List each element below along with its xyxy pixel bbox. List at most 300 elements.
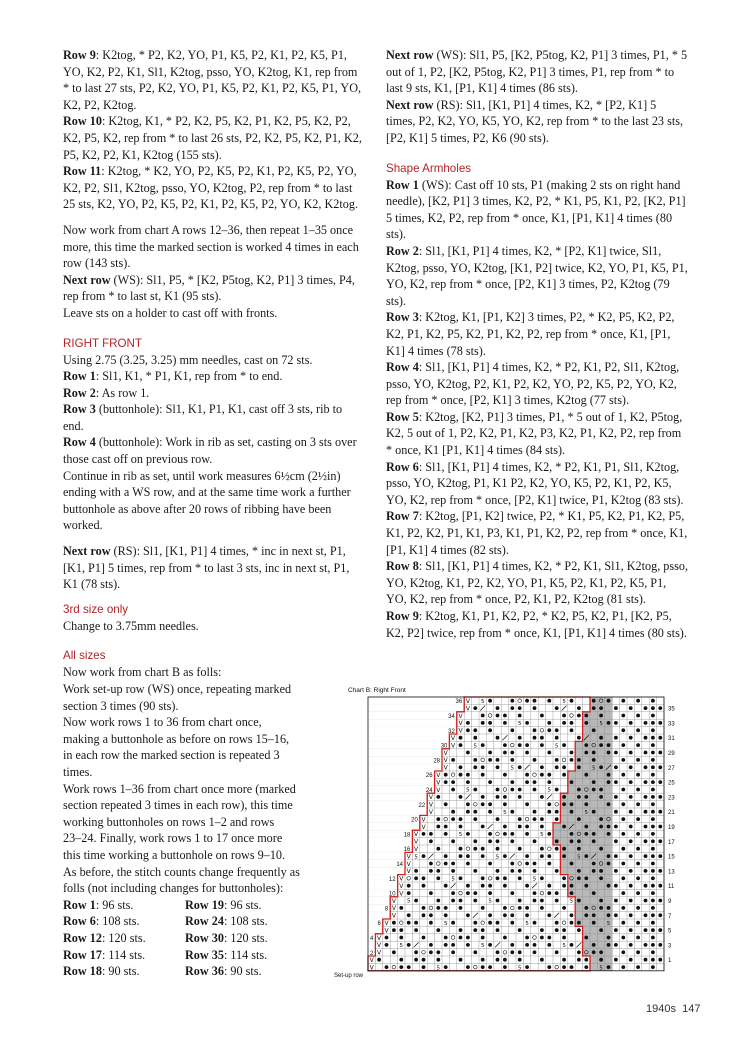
chart-purl-dot xyxy=(607,832,611,836)
chart-yo-symbol xyxy=(407,877,411,881)
chart-purl-dot xyxy=(658,943,662,947)
chart-purl-dot xyxy=(555,728,559,732)
chart-purl-dot xyxy=(584,743,588,747)
chart-sl1-symbol: V xyxy=(391,912,396,920)
chart-purl-dot xyxy=(644,913,648,917)
chart-five-symbol: 5 xyxy=(517,721,522,728)
chart-purl-dot xyxy=(651,736,655,740)
chart-purl-dot xyxy=(481,936,485,940)
chart-purl-dot xyxy=(629,869,633,873)
chart-yo-symbol xyxy=(555,803,559,807)
chart-purl-dot xyxy=(510,699,514,703)
chart-yo-symbol xyxy=(503,951,507,955)
chart-purl-dot xyxy=(525,721,529,725)
chart-purl-dot xyxy=(503,958,507,962)
instruction-row: Row 1: Sl1, K1, * P1, K1, rep from * to end. xyxy=(63,369,283,384)
chart-purl-dot xyxy=(540,736,544,740)
chart-yo-symbol xyxy=(548,847,552,851)
chart-grey-cell xyxy=(560,845,612,852)
chart-purl-dot xyxy=(555,788,559,792)
chart-purl-dot xyxy=(525,699,529,703)
chart-row-label-left: 32 xyxy=(448,728,455,735)
chart-purl-dot xyxy=(599,706,603,710)
chart-purl-dot xyxy=(584,876,588,880)
chart-purl-dot xyxy=(481,876,485,880)
chart-sl1-symbol: V xyxy=(436,772,441,779)
chart-purl-dot xyxy=(496,950,500,954)
chart-five-symbol: 5 xyxy=(488,898,492,905)
chart-purl-dot xyxy=(584,795,588,799)
chart-purl-dot xyxy=(636,832,640,836)
chart-purl-dot xyxy=(636,802,640,806)
chart-yo-symbol xyxy=(466,847,470,851)
chart-k2tog-symbol xyxy=(576,942,581,947)
chart-purl-dot xyxy=(473,810,477,814)
chart-purl-dot xyxy=(488,810,492,814)
chart-purl-dot xyxy=(533,810,537,814)
chart-row-label-right: 7 xyxy=(668,913,672,920)
all-sizes-line: times. xyxy=(63,764,93,779)
chart-purl-dot xyxy=(459,899,463,903)
chart-purl-dot xyxy=(473,736,477,740)
chart-purl-dot xyxy=(488,943,492,947)
chart-purl-dot xyxy=(547,891,551,895)
chart-purl-dot xyxy=(459,958,463,962)
chart-purl-dot xyxy=(451,839,455,843)
chart-five-symbol: 5 xyxy=(584,809,589,816)
chart-purl-dot xyxy=(525,965,529,969)
chart-blank-area xyxy=(367,719,457,726)
chart-purl-dot xyxy=(459,825,463,829)
chart-purl-dot xyxy=(510,728,514,732)
chart-row-label-right: 29 xyxy=(668,751,675,757)
chart-purl-dot xyxy=(540,854,544,858)
chart-five-symbol: 5 xyxy=(510,765,515,772)
chart-purl-dot xyxy=(651,817,655,821)
chart-purl-dot xyxy=(562,773,566,777)
chart-purl-dot xyxy=(614,869,618,873)
chart-purl-dot xyxy=(518,736,522,740)
chart-sl1-symbol: V xyxy=(465,705,470,713)
chart-purl-dot xyxy=(547,862,551,866)
chart-purl-dot xyxy=(629,751,633,755)
chart-purl-dot xyxy=(629,736,633,740)
chart-purl-dot xyxy=(518,847,522,851)
page-footer xyxy=(646,1003,700,1015)
chart-purl-dot xyxy=(518,950,522,954)
chart-purl-dot xyxy=(436,958,440,962)
chart-purl-dot xyxy=(577,876,581,880)
chart-purl-dot xyxy=(436,950,440,954)
chart-purl-dot xyxy=(629,721,633,725)
chart-purl-dot xyxy=(422,958,426,962)
chart-purl-dot xyxy=(540,825,544,829)
chart-purl-dot xyxy=(459,876,463,880)
chart-purl-dot xyxy=(607,936,611,940)
chart-five-symbol: 5 xyxy=(466,787,470,794)
chart-purl-dot xyxy=(414,876,418,880)
chart-blank-area xyxy=(367,771,435,778)
chart-purl-dot xyxy=(614,810,618,814)
chart-blank-area xyxy=(367,727,457,734)
instruction-row: Row 8: Sl1, [K1, P1] 4 times, K2, * P2, K1, Sl1, K2tog, psso, YO, K2tog, K1, P2, K2, YO, P1, K5, P2, K1, P2, K5, P1, YO, K2, rep from * once, P2, K1, P2, K2tog (81 sts). xyxy=(386,559,689,607)
instruction-row: Row 4 (buttonhole): Work in rib as set, casting on 3 sts over those cast off on previous row. xyxy=(63,435,357,467)
chart-purl-dot xyxy=(444,780,448,784)
chart-yo-symbol xyxy=(481,758,485,762)
chart-purl-dot xyxy=(570,921,574,925)
chart-purl-dot xyxy=(414,928,418,932)
chart-row-label-left: 28 xyxy=(433,758,440,765)
chart-yo-symbol xyxy=(437,862,441,866)
chart-purl-dot xyxy=(459,795,463,799)
heading-all-sizes: All sizes xyxy=(63,649,106,663)
chart-purl-dot xyxy=(414,869,418,873)
chart-purl-dot xyxy=(599,788,603,792)
chart-purl-dot xyxy=(444,913,448,917)
chart-purl-dot xyxy=(621,936,625,940)
chart-purl-dot xyxy=(510,839,514,843)
chart-five-symbol: 5 xyxy=(577,854,581,861)
chart-sl1-symbol: V xyxy=(458,720,463,728)
chart-purl-dot xyxy=(584,802,588,806)
chart-row-label-left: 8 xyxy=(384,906,389,913)
chart-purl-dot xyxy=(651,721,655,725)
chart-purl-dot xyxy=(422,913,426,917)
chart-purl-dot xyxy=(592,950,596,954)
chart-purl-dot xyxy=(636,862,640,866)
chart-yo-symbol xyxy=(518,862,522,866)
chart-purl-dot xyxy=(651,869,655,873)
chart-purl-dot xyxy=(503,802,507,806)
chart-purl-dot xyxy=(562,884,566,888)
chart-sl1-symbol: V xyxy=(384,920,389,927)
chart-purl-dot xyxy=(525,862,529,866)
chart-purl-dot xyxy=(422,906,426,910)
chart-purl-dot xyxy=(636,773,640,777)
chart-purl-dot xyxy=(547,802,551,806)
chart-purl-dot xyxy=(488,832,492,836)
chart-purl-dot xyxy=(466,810,470,814)
chart-purl-dot xyxy=(496,758,500,762)
chart-purl-dot xyxy=(488,802,492,806)
chart-purl-dot xyxy=(422,876,426,880)
chart-purl-dot xyxy=(510,869,514,873)
chart-blank-area xyxy=(367,867,405,874)
chart-purl-dot xyxy=(592,832,596,836)
chart-purl-dot xyxy=(621,847,625,851)
chart-purl-dot xyxy=(533,817,537,821)
chart-yo-symbol xyxy=(511,906,515,910)
chart-purl-dot xyxy=(510,788,514,792)
chart-yo-symbol xyxy=(562,921,566,925)
chart-row-label-left: 30 xyxy=(440,743,448,750)
chart-purl-dot xyxy=(621,773,625,777)
chart-row-label-right: 5 xyxy=(668,928,672,935)
chart-purl-dot xyxy=(436,869,440,873)
chart-yo-symbol xyxy=(429,906,433,910)
instruction-row: Row 11: K2tog, * K2, YO, P2, K5, P2, K1, P2, K5, P2, YO, K2, P2, Sl1, K2tog, psso, YO, K2tog, P2, rep from * to last 25 sts, K2, YO, P2, K5, P2, K1, P2, K5, P2, YO, K2, K2tog. xyxy=(63,164,359,212)
chart-five-symbol: 5 xyxy=(503,809,507,816)
chart-sl1-symbol: V xyxy=(369,964,374,972)
chart-purl-dot xyxy=(570,965,574,969)
chart-purl-dot xyxy=(614,721,618,725)
chart-purl-dot xyxy=(651,795,655,799)
chart-yo-symbol xyxy=(555,965,559,969)
chart-purl-dot xyxy=(510,810,514,814)
chart-yo-symbol xyxy=(488,714,492,718)
chart-yo-symbol xyxy=(511,743,515,747)
chart-sl1-symbol: V xyxy=(428,801,433,809)
chart-purl-dot xyxy=(621,832,625,836)
chart-purl-dot xyxy=(570,891,574,895)
chart-purl-dot xyxy=(496,869,500,873)
chart-purl-dot xyxy=(555,869,559,873)
instruction-row: Row 2: Sl1, [K1, P1] 4 times, K2, * [P2, K1] twice, Sl1, K2tog, psso, YO, K2tog, [K1, P2] twice, K2, YO, P1, K5, P1, YO, K2, rep from * once, [P2, K1] 3 times, P2, K2tog (79 sts). xyxy=(386,243,688,308)
chart-purl-dot xyxy=(444,862,448,866)
chart-purl-dot xyxy=(392,921,396,925)
chart-purl-dot xyxy=(481,928,485,932)
chart-purl-dot xyxy=(518,869,522,873)
chart-purl-dot xyxy=(658,854,662,858)
chart-purl-dot xyxy=(651,854,655,858)
chart-purl-dot xyxy=(651,906,655,910)
chart-purl-dot xyxy=(444,936,448,940)
chart-purl-dot xyxy=(385,936,389,940)
chart-blank-area xyxy=(367,838,412,845)
chart-yo-symbol xyxy=(533,936,537,940)
stitch-count: Row 18: 90 sts. xyxy=(63,964,140,979)
chart-purl-dot xyxy=(533,780,537,784)
chart-sl1-symbol: V xyxy=(443,764,448,772)
chart-purl-dot xyxy=(629,884,633,888)
chart-purl-dot xyxy=(481,765,485,769)
chart-sl1-symbol: V xyxy=(369,957,374,964)
chart-row-label-right: 13 xyxy=(668,869,675,876)
chart-row-label-right: 9 xyxy=(668,899,672,905)
chart-purl-dot xyxy=(614,913,618,917)
chart-five-symbol: 5 xyxy=(562,943,566,950)
chart-purl-dot xyxy=(473,847,477,851)
chart-purl-dot xyxy=(540,936,544,940)
chart-purl-dot xyxy=(555,921,559,925)
chart-purl-dot xyxy=(496,847,500,851)
chart-k2tog-symbol xyxy=(562,706,567,711)
chart-purl-dot xyxy=(592,788,596,792)
chart-five-symbol: 5 xyxy=(436,965,441,972)
chart-yo-symbol xyxy=(540,891,544,895)
chart-row-label-right: 33 xyxy=(668,721,675,728)
chart-purl-dot xyxy=(629,943,633,947)
chart-purl-dot xyxy=(540,773,544,777)
chart-purl-dot xyxy=(444,943,448,947)
chart-purl-dot xyxy=(518,906,522,910)
chart-purl-dot xyxy=(651,706,655,710)
all-sizes-line: this time working a buttonhole on rows 9–10. xyxy=(63,847,286,862)
chart-purl-dot xyxy=(473,899,477,903)
chart-yo-symbol xyxy=(451,936,455,940)
chart-purl-dot xyxy=(533,869,537,873)
chart-purl-dot xyxy=(496,706,500,710)
chart-yo-symbol xyxy=(533,773,537,777)
chart-purl-dot xyxy=(429,869,433,873)
chart-purl-dot xyxy=(488,758,492,762)
chart-purl-dot xyxy=(599,958,603,962)
chart-purl-dot xyxy=(658,810,662,814)
chart-yo-symbol xyxy=(422,951,426,955)
chart-purl-dot xyxy=(540,906,544,910)
chart-purl-dot xyxy=(518,899,522,903)
chart-purl-dot xyxy=(540,765,544,769)
chart-purl-dot xyxy=(414,921,418,925)
chart-purl-dot xyxy=(651,943,655,947)
chart-purl-dot xyxy=(436,876,440,880)
chart-row-label-left: 16 xyxy=(403,847,411,854)
chart-purl-dot xyxy=(473,928,477,932)
chart-purl-dot xyxy=(644,721,648,725)
chart-grey-cell xyxy=(560,815,612,822)
chart-sl1-symbol: V xyxy=(443,757,448,765)
chart-purl-dot xyxy=(533,699,537,703)
chart-purl-dot xyxy=(651,825,655,829)
chart-purl-dot xyxy=(658,825,662,829)
all-sizes-line: Work set-up row (WS) once, repeating marked xyxy=(63,682,292,696)
chart-purl-dot xyxy=(436,906,440,910)
chart-five-symbol: 5 xyxy=(414,854,418,861)
all-sizes-line: As before, the stitch counts change frequently as xyxy=(63,864,300,879)
chart-purl-dot xyxy=(629,765,633,769)
chart-purl-dot xyxy=(570,699,574,703)
chart-purl-dot xyxy=(562,721,566,725)
chart-setup-row-label: Set-up row xyxy=(333,972,363,979)
chart-purl-dot xyxy=(592,869,596,873)
chart-purl-dot xyxy=(488,721,492,725)
chart-purl-dot xyxy=(607,773,611,777)
chart-five-symbol: 5 xyxy=(406,898,411,905)
chart-purl-dot xyxy=(584,714,588,718)
chart-purl-dot xyxy=(503,913,507,917)
chart-five-symbol: 5 xyxy=(495,854,500,861)
chart-purl-dot xyxy=(451,810,455,814)
chart-row-label-left: 26 xyxy=(425,773,433,780)
chart-five-symbol: 5 xyxy=(599,965,603,972)
chart-purl-dot xyxy=(570,802,574,806)
chart-sl1-symbol: V xyxy=(451,735,456,742)
chart-purl-dot xyxy=(562,847,566,851)
chart-purl-dot xyxy=(577,950,581,954)
chart-purl-dot xyxy=(481,825,485,829)
chart-purl-dot xyxy=(614,706,618,710)
chart-purl-dot xyxy=(570,721,574,725)
chart-five-symbol: 5 xyxy=(480,698,485,705)
chart-five-symbol: 5 xyxy=(480,943,485,950)
chart-purl-dot xyxy=(651,810,655,814)
chart-grey-cell xyxy=(560,860,612,867)
chart-purl-dot xyxy=(473,839,477,843)
next-row-rs: Next row (RS): Sl1, [K1, P1] 4 times, * inc in next st, P1, [K1, P1] 5 times, rep from * to last 3 sts, inc in next st, P1, K1 (78 sts). xyxy=(63,544,350,592)
chart-purl-dot xyxy=(503,876,507,880)
chart-purl-dot xyxy=(518,795,522,799)
chart-purl-dot xyxy=(555,847,559,851)
chart-purl-dot xyxy=(466,832,470,836)
chart-purl-dot xyxy=(562,936,566,940)
chart-purl-dot xyxy=(607,854,611,858)
chart-blank-area xyxy=(367,912,390,919)
stitch-count: Row 19: 96 sts. xyxy=(185,897,262,912)
chart-sl1-symbol: V xyxy=(414,838,419,846)
chart-purl-dot xyxy=(459,906,463,910)
next-row-ws: Next row (WS): Sl1, P5, * [K2, P5tog, K2, P1] 3 times, P4, rep from * to last st, K1 (95 sts). xyxy=(63,272,355,304)
chart-purl-dot xyxy=(466,913,470,917)
chart-blank-area xyxy=(367,778,435,785)
chart-purl-dot xyxy=(584,721,588,725)
chart-purl-dot xyxy=(525,751,529,755)
chart-blank-area xyxy=(367,793,427,800)
chart-purl-dot xyxy=(525,884,529,888)
chart-purl-dot xyxy=(651,862,655,866)
chart-row-label-left: 2 xyxy=(370,950,374,957)
chart-purl-dot xyxy=(466,965,470,969)
chart-purl-dot xyxy=(607,743,611,747)
stitch-count: Row 30: 120 sts. xyxy=(185,930,268,945)
chart-purl-dot xyxy=(577,847,581,851)
chart-purl-dot xyxy=(503,884,507,888)
chart-k2tog-symbol xyxy=(510,854,515,859)
instruction-row: Row 10: K2tog, K1, * P2, K2, P5, K2, P1, K2, P5, K2, P2, K2, P5, K2, rep from * to last 26 sts, P2, K2, P5, K2, P1, K2, P5, K2, P2, K1, K2tog (155 sts). xyxy=(63,114,362,162)
chart-purl-dot xyxy=(547,943,551,947)
chart-purl-dot xyxy=(496,839,500,843)
chart-purl-dot xyxy=(621,802,625,806)
chart-purl-dot xyxy=(481,795,485,799)
chart-purl-dot xyxy=(636,921,640,925)
chart-purl-dot xyxy=(540,928,544,932)
chart-purl-dot xyxy=(636,906,640,910)
chart-purl-dot xyxy=(629,780,633,784)
chart-purl-dot xyxy=(592,758,596,762)
chart-sl1-symbol: V xyxy=(451,742,456,750)
chart-purl-dot xyxy=(436,795,440,799)
chart-purl-dot xyxy=(592,921,596,925)
footer-section: 1940s xyxy=(646,1003,676,1015)
chart-row-label-right: 21 xyxy=(668,810,675,817)
chart-k2tog-symbol xyxy=(480,706,485,711)
chart-purl-dot xyxy=(592,913,596,917)
chart-purl-dot xyxy=(496,714,500,718)
all-sizes-line: Now work from chart B as folls: xyxy=(63,665,222,680)
chart-purl-dot xyxy=(481,906,485,910)
chart-purl-dot xyxy=(658,706,662,710)
chart-purl-dot xyxy=(496,899,500,903)
chart-purl-dot xyxy=(444,802,448,806)
chart-purl-dot xyxy=(399,965,403,969)
instruction-row: Row 5: K2tog, [K2, P1] 3 times, P1, * 5 out of 1, K2, P5tog, K2, 5 out of 1, P2, K2, P1, K2, P3, K2, P1, K2, P2, rep from * once, K1 [P1, K1] 4 times (84 sts). xyxy=(386,409,683,458)
chart-purl-dot xyxy=(644,899,648,903)
chart-row-label-left: 18 xyxy=(403,832,411,839)
chart-yo-symbol xyxy=(562,758,566,762)
chart-row-label-left: 20 xyxy=(411,817,418,824)
chart-row-label-left: 14 xyxy=(396,862,403,868)
chart-purl-dot xyxy=(547,699,551,703)
chart-purl-dot xyxy=(570,884,574,888)
chart-purl-dot xyxy=(459,847,463,851)
chart-purl-dot xyxy=(577,817,581,821)
chart-purl-dot xyxy=(540,795,544,799)
chart-purl-dot xyxy=(599,825,603,829)
chart-purl-dot xyxy=(525,906,529,910)
chart-purl-dot xyxy=(562,876,566,880)
chart-k2tog-symbol xyxy=(428,854,433,859)
chart-purl-dot xyxy=(466,802,470,806)
chart-purl-dot xyxy=(503,854,507,858)
